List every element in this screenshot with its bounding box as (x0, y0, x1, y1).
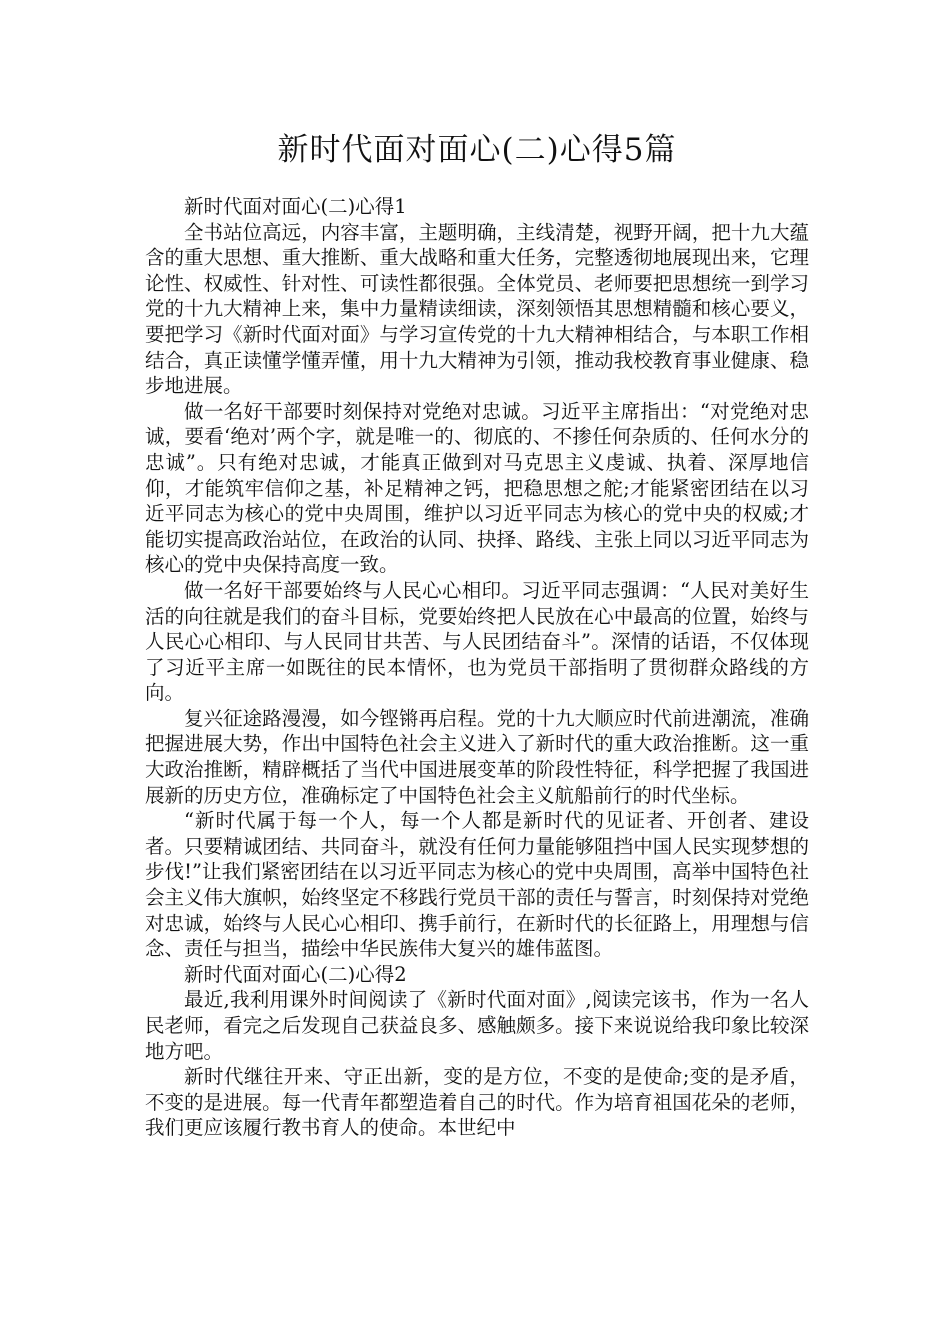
section-heading-1: 新时代面对面心(二)心得1 (184, 195, 407, 218)
paragraph: 全书站位高远，内容丰富，主题明确，主线清楚，视野开阔，把十九大蕴含的重大思想、重大推断、重大战略和重大任务，完整透彻地展现出来，它理论性、权威性、针对性、可读性都很强。全体党员、老师要把思想统一到学习党的十九大精神上来，集中力量精读细读，深刻领悟其思想精髓和核心要义，要把学习《新时代面对面》与学习宣传党的十九大精神相结合，与本职工作相结合，真正读懂学懂弄懂，用十九大精神为引领，推动我校教育事业健康、稳步地进展。 (145, 220, 809, 398)
document-page (145, 128, 809, 1141)
paragraph: “新时代属于每一个人，每一个人都是新时代的见证者、开创者、建设者。只要精诚团结、共同奋斗，就没有任何力量能够阻挡中国人民实现梦想的步伐!”让我们紧密团结在以习近平同志为核心的党中央周围，高举中国特色社会主义伟大旗帜，始终坚定不移践行党员干部的责任与誓言，时刻保持对党绝对忠诚，始终与人民心心相印、携手前行，在新时代的长征路上，用理想与信念、责任与担当，描绘中华民族伟大复兴的雄伟蓝图。 (145, 809, 809, 961)
document-title: 新时代面对面心(二)心得5篇 (277, 132, 677, 168)
paragraph: 复兴征途路漫漫，如今铿锵再启程。党的十九大顺应时代前进潮流，准确把握进展大势，作出中国特色社会主义进入了新时代的重大政治推断。这一重大政治推断，精辟概括了当代中国进展变革的阶段性特征，科学把握了我国进展新的历史方位，准确标定了中国特色社会主义航船前行的时代坐标。 (145, 706, 809, 807)
paragraph: 新时代继往开来、守正出新，变的是方位，不变的是使命;变的是矛盾，不变的是进展。每一代青年都塑造着自己的时代。作为培育祖国花朵的老师，我们更应该履行教书育人的使命。本世纪中 (145, 1065, 809, 1140)
paragraph: 做一名好干部要时刻保持对党绝对忠诚。习近平主席指出：“对党绝对忠诚，要看‘绝对’两个字，就是唯一的、彻底的、不掺任何杂质的、任何水分的忠诚”。只有绝对忠诚，才能真正做到对马克思主义虔诚、执着、深厚地信仰，才能筑牢信仰之基，补足精神之钙，把稳思想之舵;才能紧密团结在以习近平同志为核心的党中央周围，维护以习近平同志为核心的党中央的权威;才能切实提高政治站位，在政治的认同、抉择、路线、主张上同以习近平同志为核心的党中央保持高度一致。 (145, 399, 809, 577)
document-body (145, 194, 809, 1141)
section-heading-2: 新时代面对面心(二)心得2 (184, 962, 407, 986)
paragraph: 最近,我利用课外时间阅读了《新时代面对面》,阅读完该书，作为一名人民老师，看完之后发现自己获益良多、感触颇多。接下来说说给我印象比较深地方吧。 (145, 988, 809, 1063)
paragraph: 做一名好干部要始终与人民心心相印。习近平同志强调：“人民对美好生活的向往就是我们的奋斗目标，党要始终把人民放在心中最高的位置，始终与人民心心相印、与人民同甘共苦、与人民团结奋斗”。深情的话语，不仅体现了习近平主席一如既往的民本情怀，也为党员干部指明了贯彻群众路线的方向。 (145, 578, 809, 705)
